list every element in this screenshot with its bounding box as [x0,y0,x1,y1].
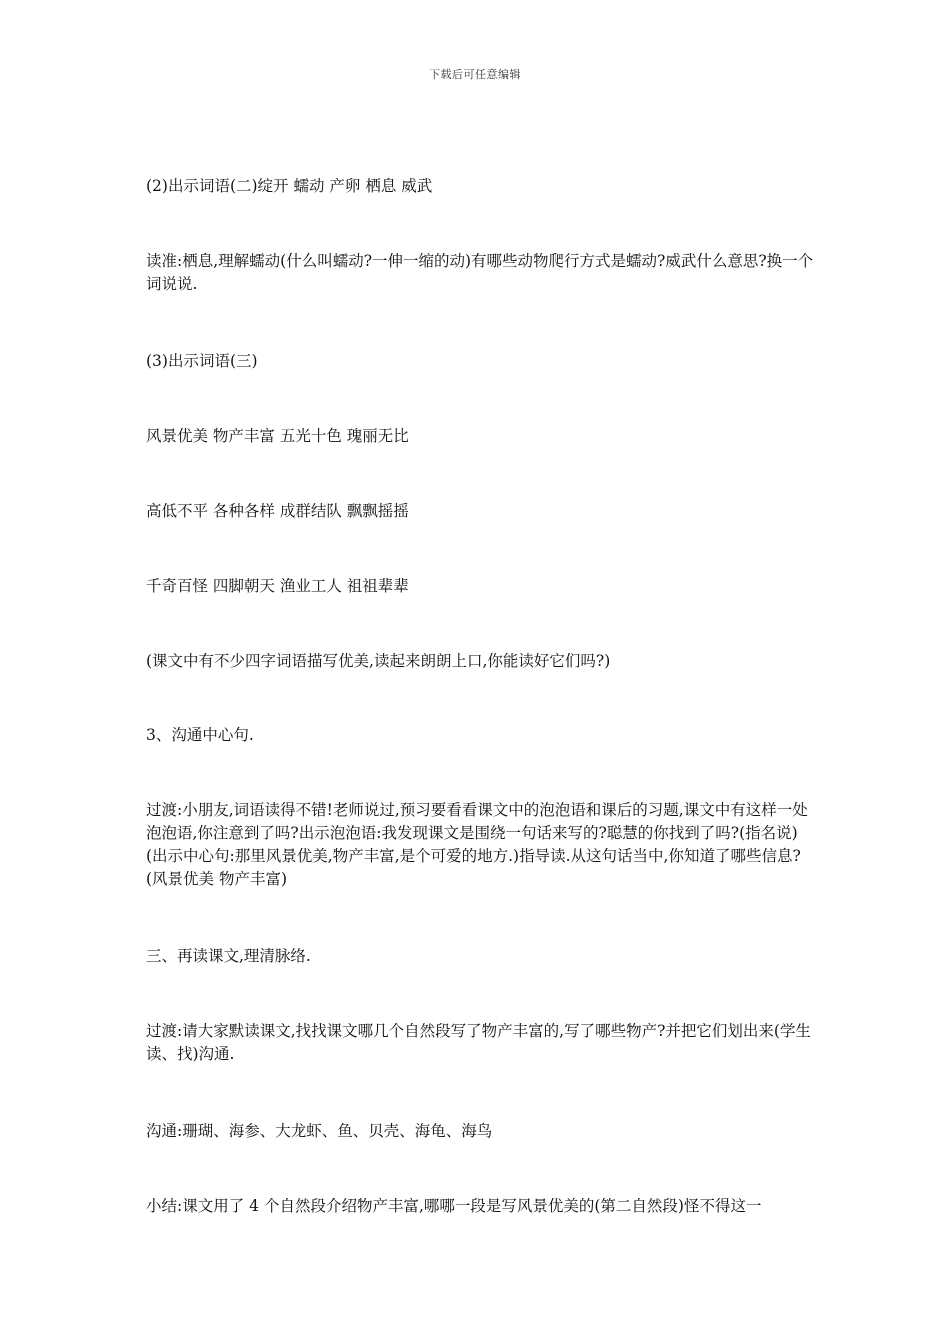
paragraph: (2)出示词语(二)绽开 蠕动 产卵 栖息 威武 [146,177,433,195]
paragraph: 小结:课文用了 4 个自然段介绍物产丰富,哪哪一段是写风景优美的(第二自然段)怪不得这一 [146,1197,762,1215]
paragraph: 过渡:小朋友,词语读得不错!老师说过,预习要看看课文中的泡泡语和课后的习题,课文中有这样一处泡泡语,你注意到了吗?出示泡泡语:我发现课文是围绕一句话来写的?聪慧的你找到了吗?(指名说)(出示中心句:那里风景优美,物产丰富,是个可爱的地方.)指导读.从这句话当中,你知道了哪些信息?(风景优美 物产丰富) [146,801,808,888]
paragraph: 读准:栖息,理解蠕动(什么叫蠕动?一伸一缩的动)有哪些动物爬行方式是蠕动?威武什么意思?换一个词说说. [146,252,814,293]
paragraph: 高低不平 各种各样 成群结队 飘飘摇摇 [146,502,409,520]
page-header: 下载后可任意编辑 [429,68,521,81]
paragraph: (课文中有不少四字词语描写优美,读起来朗朗上口,你能读好它们吗?) [146,652,611,670]
paragraph: 过渡:请大家默读课文,找找课文哪几个自然段写了物产丰富的,写了哪些物产?并把它们划出来(学生读、找)沟通. [146,1022,811,1063]
paragraph: 沟通:珊瑚、海参、大龙虾、鱼、贝壳、海龟、海鸟 [146,1122,493,1140]
paragraph: 千奇百怪 四脚朝天 渔业工人 祖祖辈辈 [146,577,409,595]
paragraph: 3、沟通中心句. [146,726,254,744]
paragraph: (3)出示词语(三) [146,352,258,370]
paragraph: 三、再读课文,理清脉络. [146,947,311,965]
paragraph: 风景优美 物产丰富 五光十色 瑰丽无比 [146,427,409,445]
